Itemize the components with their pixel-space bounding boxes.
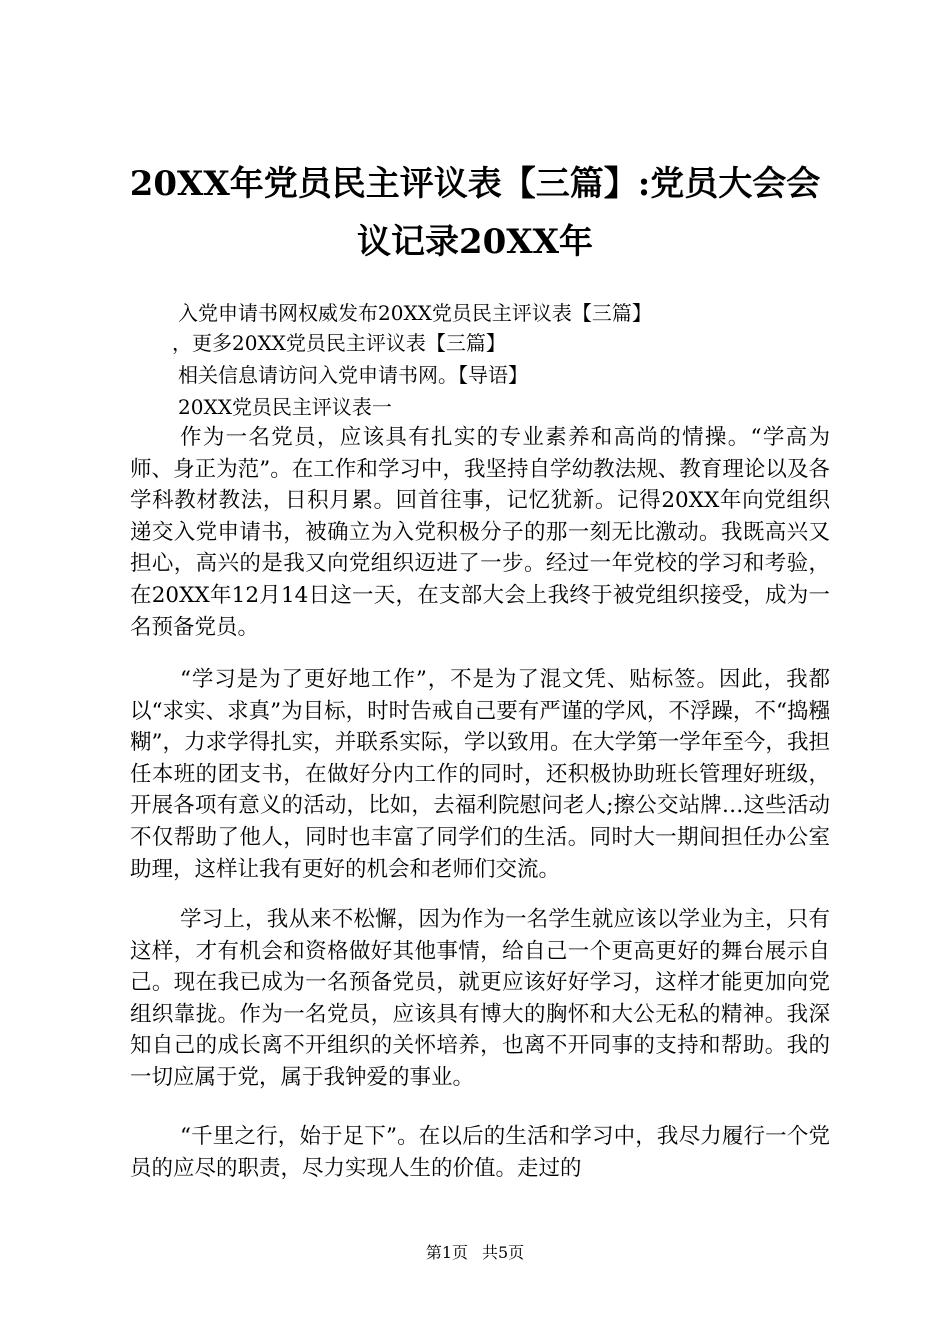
intro-line-1: 入党申请书网权威发布20XX党员民主评议表【三篇】 xyxy=(178,301,652,325)
body-paragraph-1: 作为一名党员，应该具有扎实的专业素养和高尚的情操。“学高为师、身正为范”。在工作和学习中，我坚持自学幼教法规、教育理论以及各学科教材教法，日积月累。回首往事，记忆犹新。记得20XX年向党组织递交入党申请书，被确立为入党积极分子的那一刻无比激动。我既高兴又担心，高兴的是我又向党组织迈进了一步。经过一年党校的学习和考验，在20XX年12月14日这一天，在支部大会上我终于被党组织接受，成为一名预备党员。 xyxy=(130,425,830,640)
page-total: 共5页 xyxy=(482,1243,525,1262)
document-title-line-2: 议记录20XX年 xyxy=(356,222,594,262)
section-heading: 20XX党员民主评议表一 xyxy=(178,395,392,419)
body-paragraph-3: 学习上，我从来不松懈，因为作为一名学生就应该以学业为主，只有这样，才有机会和资格做好其他事情，给自己一个更高更好的舞台展示自己。现在我已成为一名预备党员，就更应该好好学习，这样才能更加向党组织靠拢。作为一名党员，应该具有博大的胸怀和大公无私的精神。我深知自己的成长离不开组织的关怀培养，也离不开同事的支持和帮助。我的一切应属于党，属于我钟爱的事业。 xyxy=(130,907,830,1090)
page-footer xyxy=(0,1241,950,1265)
intro-line-3: 相关信息请访问入党申请书网。【导语】 xyxy=(178,363,528,387)
intro-line-2: ，更多20XX党员民主评议表【三篇】 xyxy=(172,331,506,355)
document-title-line-1: 20XX年党员民主评议表【三篇】:党员大会会 xyxy=(129,164,821,204)
body-paragraph-4: “千里之行，始于足下”。在以后的生活和学习中，我尽力履行一个党员的应尽的职责，尽力实现人生的价值。走过的 xyxy=(130,1124,830,1181)
body-paragraph-2: “学习是为了更好地工作”，不是为了混文凭、贴标签。因此，我都以“求实、求真”为目标，时时告戒自己要有严谨的学风，不浮躁，不“捣糨糊”，力求学得扎实，并联系实际，学以致用。在大学第一学年至今，我担任本班的团支书，在做好分内工作的同时，还积极协助班长管理好班级，开展各项有意义的活动，比如，去福利院慰问老人;擦公交站牌…这些活动不仅帮助了他人，同时也丰富了同学们的生活。同时大一期间担任办公室助理，这样让我有更好的机会和老师们交流。 xyxy=(130,667,830,882)
page-number: 第1页 xyxy=(425,1243,468,1262)
